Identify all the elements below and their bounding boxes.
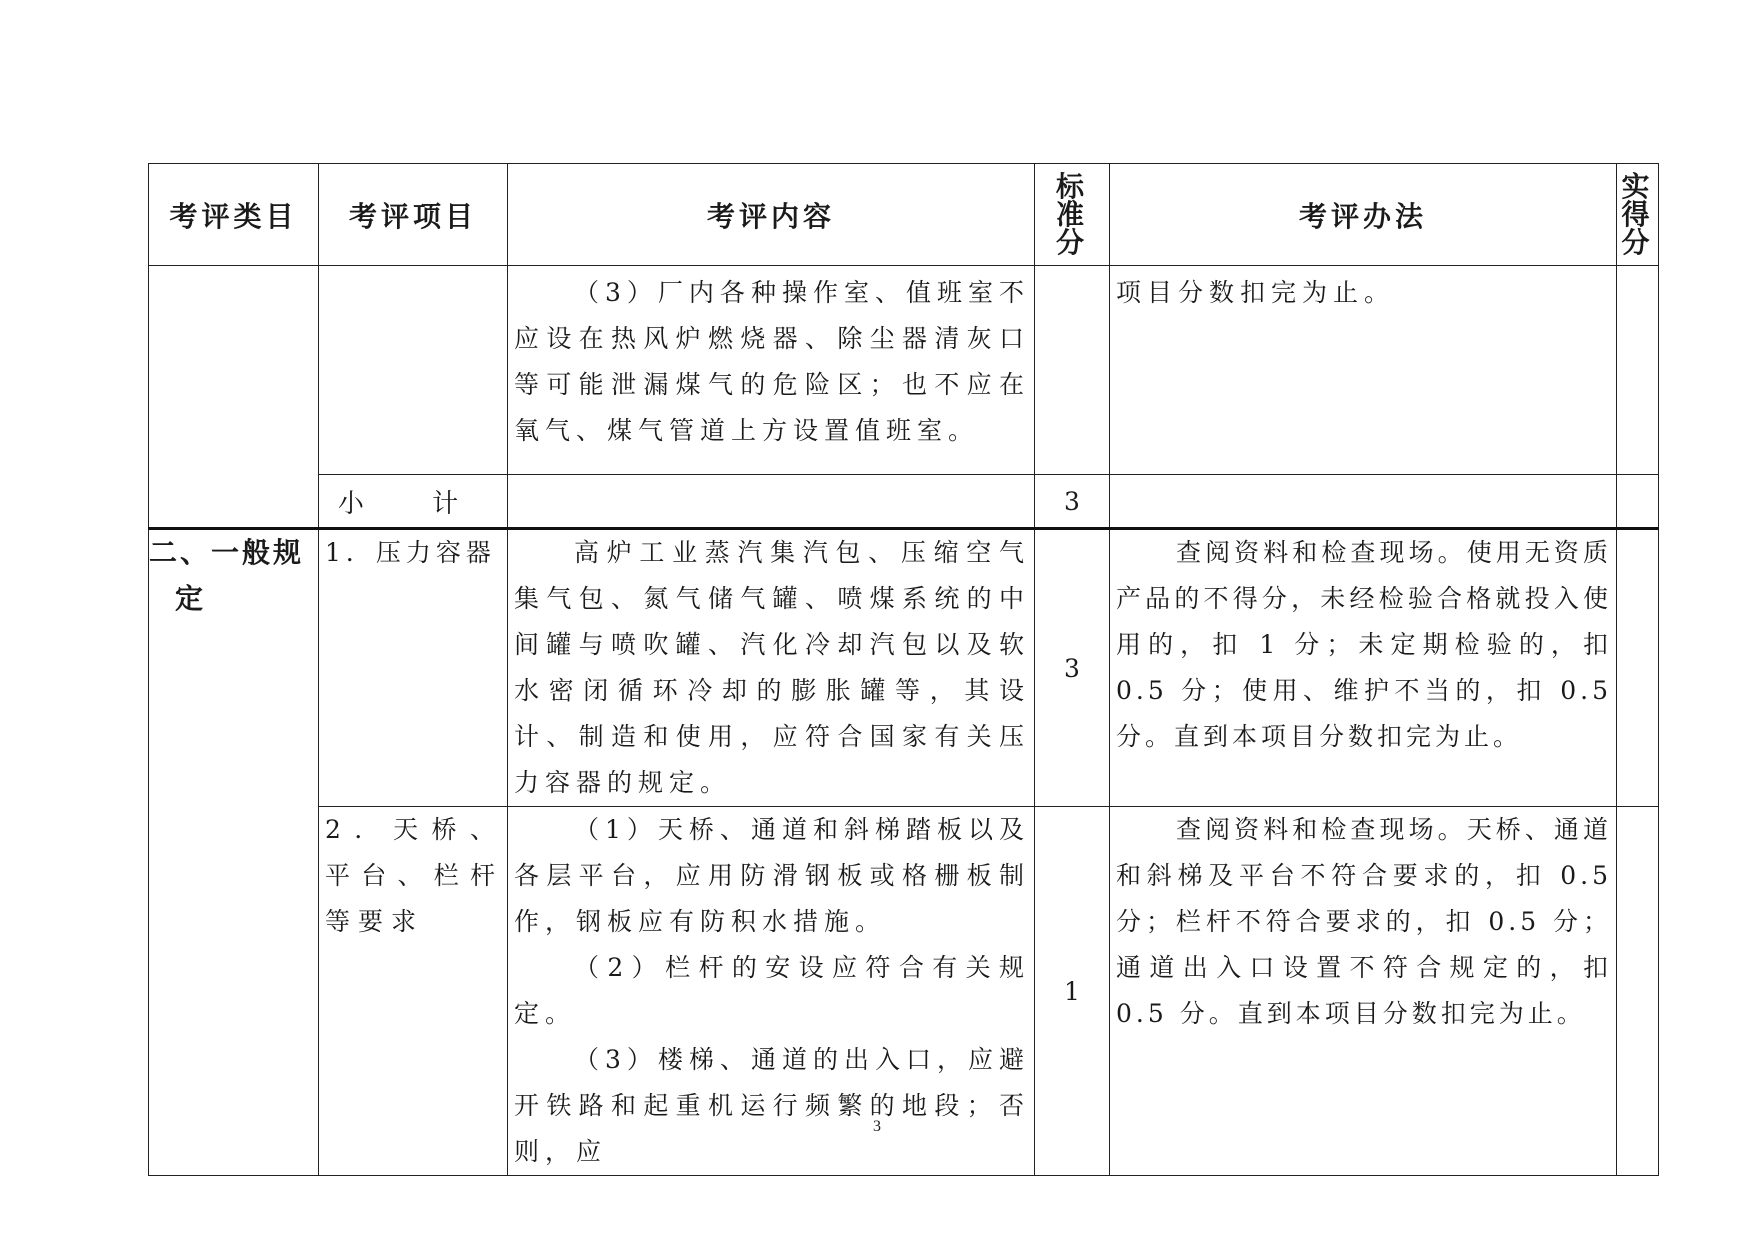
header-actual-score: 实 得 分 — [1617, 164, 1659, 266]
method-cell: 查阅资料和检查现场。天桥、通道和斜梯及平台不符合要求的，扣 0.5 分；栏杆不符合要求的，扣 0.5 分；通道出入口设置不符合规定的，扣 0.5 分。直到本项目分数扣完为止。 — [1110, 807, 1617, 1176]
content-cell: （3）厂内各种操作室、值班室不应设在热风炉燃烧器、除尘器清灰口等可能泄漏煤气的危险区；也不应在氧气、煤气管道上方设置值班室。 — [508, 266, 1035, 475]
item-name: 2．天桥、平台、栏杆等要求 — [319, 807, 508, 1176]
table-row — [149, 529, 1659, 807]
score-cell-empty — [1035, 266, 1110, 475]
header-standard-score: 标 准 分 — [1035, 164, 1110, 266]
subtotal-label: 小 计 — [319, 475, 508, 529]
subtotal-content-empty — [508, 475, 1035, 529]
subtotal-row — [149, 475, 1659, 529]
table-row — [149, 266, 1659, 475]
item-name: 1．压力容器 — [319, 529, 508, 807]
table-header-row — [149, 164, 1659, 266]
page-number: 3 — [873, 1118, 881, 1135]
header-content: 考评内容 — [508, 164, 1035, 266]
header-item: 考评项目 — [319, 164, 508, 266]
content-cell: （1）天桥、通道和斜梯踏板以及各层平台，应用防滑钢板或格栅板制作，钢板应有防积水措施。 （2）栏杆的安设应符合有关规定。 （3）楼梯、通道的出入口，应避开铁路和起重机运行频繁的地段；否则，应 — [508, 807, 1035, 1176]
item-score: 1 — [1035, 807, 1110, 1176]
subtotal-actual-empty — [1617, 475, 1659, 529]
evaluation-table — [148, 163, 1659, 1176]
actual-score-cell — [1617, 529, 1659, 807]
method-cell: 项目分数扣完为止。 — [1110, 266, 1617, 475]
section-category: 二、一般规 定 — [149, 529, 319, 1176]
header-method: 考评办法 — [1110, 164, 1617, 266]
subtotal-method-empty — [1110, 475, 1617, 529]
method-cell: 查阅资料和检查现场。使用无资质产品的不得分，未经检验合格就投入使用的，扣 1 分；未定期检验的，扣 0.5 分；使用、维护不当的，扣 0.5 分。直到本项目分数扣完为止。 — [1110, 529, 1617, 807]
item-score: 3 — [1035, 529, 1110, 807]
header-category: 考评类目 — [149, 164, 319, 266]
item-cell-empty — [319, 266, 508, 475]
actual-score-cell — [1617, 266, 1659, 475]
subtotal-score: 3 — [1035, 475, 1110, 529]
category-cell-empty — [149, 266, 319, 529]
content-cell: 高炉工业蒸汽集汽包、压缩空气集气包、氮气储气罐、喷煤系统的中间罐与喷吹罐、汽化冷却汽包以及软水密闭循环冷却的膨胀罐等，其设计、制造和使用，应符合国家有关压力容器的规定。 — [508, 529, 1035, 807]
